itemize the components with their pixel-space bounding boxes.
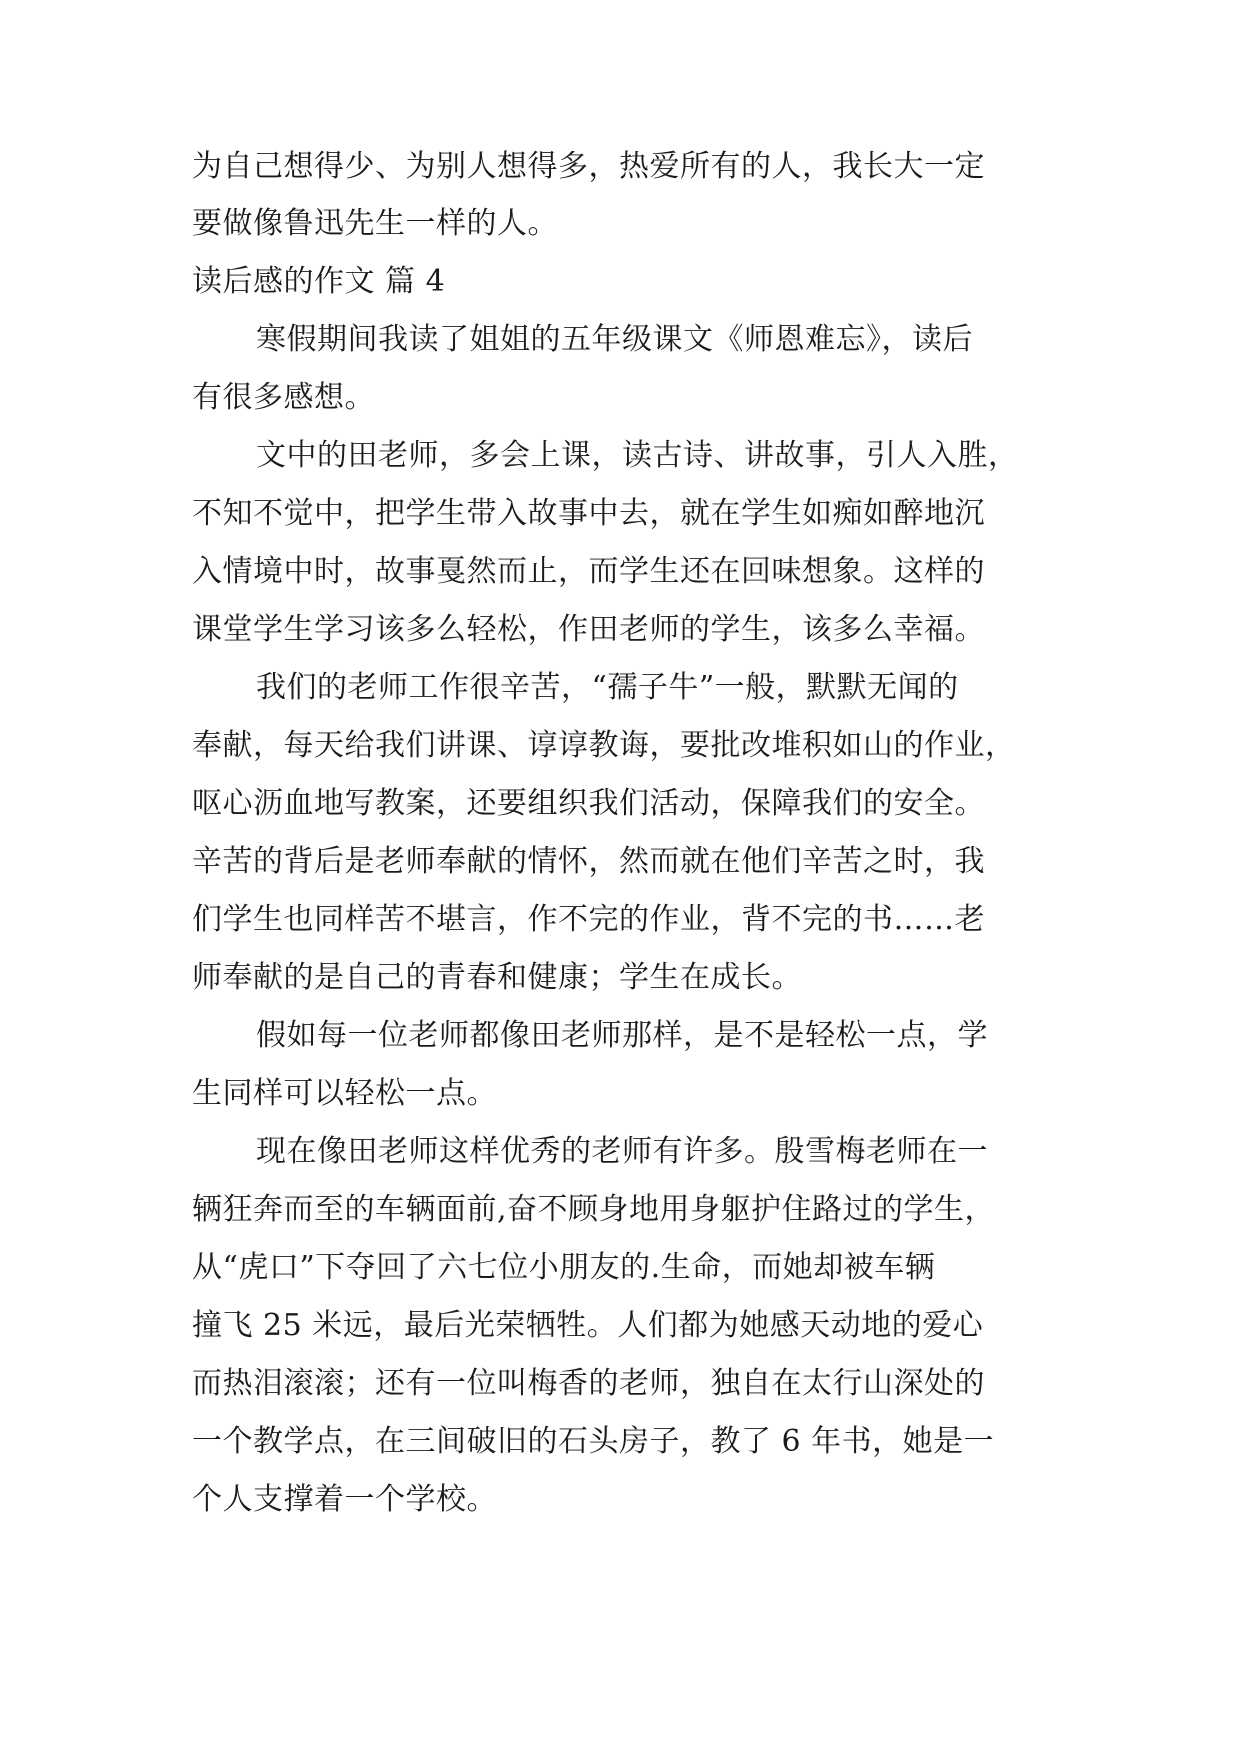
- paragraph-line: 而热泪滚滚；还有一位叫梅香的老师，独自在太行山深处的: [192, 1366, 985, 1401]
- paragraph-line: 有很多感想。: [192, 380, 375, 415]
- paragraph-line: 个人支撑着一个学校。: [192, 1482, 497, 1517]
- paragraph-line: 文中的田老师，多会上课，读古诗、讲故事，引人入胜，: [256, 438, 1019, 473]
- paragraph-line: 辛苦的背后是老师奉献的情怀，然而就在他们辛苦之时，我: [192, 844, 985, 879]
- paragraph-line: 我们的老师工作很辛苦，“孺子牛”一般，默默无闻的: [256, 670, 959, 705]
- paragraph-line: 们学生也同样苦不堪言，作不完的作业，背不完的书……老: [192, 902, 985, 937]
- paragraph-line: 一个教学点，在三间破旧的石头房子，教了 6 年书，她是一: [192, 1424, 995, 1459]
- paragraph-line: 寒假期间我读了姐姐的五年级课文《师恩难忘》，读后: [256, 322, 973, 357]
- paragraph-line: 奉献，每天给我们讲课、谆谆教诲，要批改堆积如山的作业，: [192, 728, 1016, 763]
- paragraph-line: 撞飞 25 米远，最后光荣牺牲。人们都为她感天动地的爱心: [192, 1308, 984, 1343]
- paragraph-line: 师奉献的是自己的青春和健康；学生在成长。: [192, 960, 802, 995]
- section-heading: 读后感的作文 篇 4: [192, 264, 446, 299]
- paragraph-line: 呕心沥血地写教案，还要组织我们活动，保障我们的安全。: [192, 786, 985, 821]
- paragraph-line: 从“虎口”下夺回了六七位小朋友的.生命，而她却被车辆: [192, 1250, 936, 1285]
- paragraph-line: 假如每一位老师都像田老师那样，是不是轻松一点，学: [256, 1018, 988, 1053]
- paragraph-line: 入情境中时，故事戛然而止，而学生还在回味想象。这样的: [192, 554, 985, 589]
- paragraph-line: 现在像田老师这样优秀的老师有许多。殷雪梅老师在一: [256, 1134, 988, 1169]
- paragraph-line: 要做像鲁迅先生一样的人。: [192, 206, 558, 241]
- paragraph-line: 生同样可以轻松一点。: [192, 1076, 497, 1111]
- paragraph-line: 课堂学生学习该多么轻松，作田老师的学生，该多么幸福。: [192, 612, 985, 647]
- paragraph-line: 为自己想得少、为别人想得多，热爱所有的人，我长大一定: [192, 149, 985, 184]
- paragraph-line: 不知不觉中，把学生带入故事中去，就在学生如痴如醉地沉: [192, 496, 985, 531]
- paragraph-line: 辆狂奔而至的车辆面前,奋不顾身地用身躯护住路过的学生，: [192, 1192, 996, 1227]
